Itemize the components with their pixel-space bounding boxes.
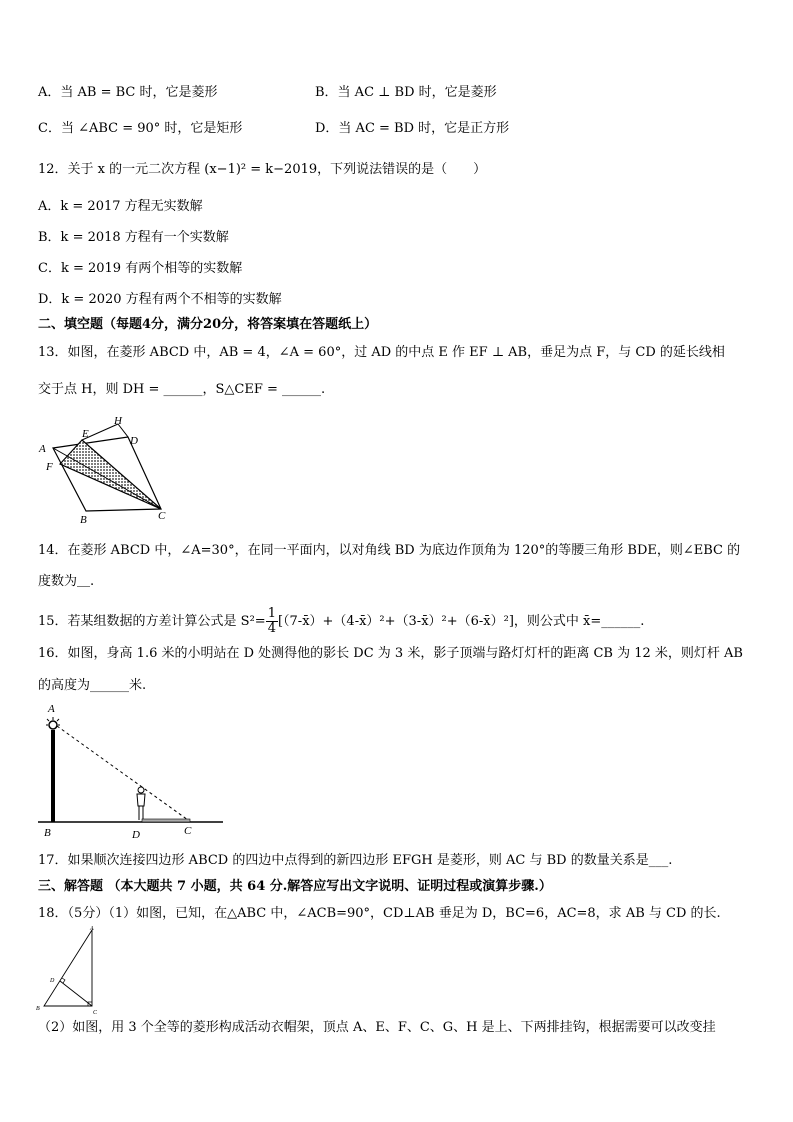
q11-option-a: A．当 AB = BC 时，它是菱形 [38, 85, 218, 100]
q11-option-b: B．当 AC ⊥ BD 时，它是菱形 [315, 85, 497, 100]
q13-label-a: A [39, 443, 46, 455]
q15-formula [38, 607, 644, 636]
q13-label-b: B [80, 514, 87, 526]
q18-triangle-figure [34, 926, 104, 1016]
q18-label-c: C [93, 1010, 98, 1016]
q16-lamp-figure [38, 700, 238, 840]
q13-label-d: D [130, 435, 138, 447]
q15-post: [（7-x̄）+（4-x̄）²+（3-x̄）²+（6-x̄）²]，则公式中 x̄=______. [277, 614, 645, 629]
q12-option-b: B．k = 2018 方程有一个实数解 [38, 230, 229, 245]
q13-label-c: C [158, 510, 166, 522]
section2-heading: 二、填空题（每题4分，满分20分，将答案填在答题纸上） [38, 317, 378, 332]
q15-frac-den: 4 [267, 621, 276, 636]
q18-label-d: D [50, 978, 55, 984]
q12-option-a: A．k = 2017 方程无实数解 [38, 199, 203, 214]
q16-label-b: B [44, 827, 51, 839]
q16-label-a: A [48, 703, 55, 715]
q17: 17．如果顺次连接四边形 ABCD 的四边中点得到的新四边形 EFGH 是菱形，则 AC 与 BD 的数量关系是___. [38, 853, 673, 868]
q15-pre: 15．若某组数据的方差计算公式是 S²= [38, 614, 266, 629]
q11-option-c: C．当 ∠ABC = 90° 时，它是矩形 [38, 121, 243, 136]
q11-option-d: D．当 AC = BD 时，它是正方形 [315, 121, 510, 136]
q16-line2: 的高度为______米. [38, 678, 147, 693]
q14-line2: 度数为＿. [38, 574, 95, 589]
q15-frac-num: 1 [267, 606, 276, 621]
q13-line1: 13．如图，在菱形 ABCD 中，AB = 4，∠A = 60°，过 AD 的中点 E 作 EF ⊥ AB，垂足为点 F，与 CD 的延长线相 [38, 345, 725, 360]
q13-rhombus-figure [34, 412, 174, 527]
q12-option-c: C．k = 2019 有两个相等的实数解 [38, 261, 243, 276]
q18-label-a: A [90, 926, 94, 932]
q12-option-d: D．k = 2020 方程有两个不相等的实数解 [38, 292, 282, 307]
q18-line1: 18．（5分）（1）如图，已知，在△ABC 中，∠ACB=90°，CD⊥AB 垂足为 D，BC=6，AC=8，求 AB 与 CD 的长. [38, 906, 721, 921]
section3-heading: 三、解答题 （本大题共 7 小题，共 64 分.解答应写出文字说明、证明过程或演算步骤.） [38, 879, 552, 894]
q18-label-b: B [36, 1006, 40, 1012]
q14-line1: 14．在菱形 ABCD 中，∠A=30°，在同一平面内，以对角线 BD 为底边作顶角为 120°的等腰三角形 BDE，则∠EBC 的 [38, 543, 741, 558]
q12-stem: 12．关于 x 的一元二次方程 (x−1)² = k−2019，下列说法错误的是（ ） [38, 162, 487, 177]
q16-label-d: D [132, 829, 140, 840]
q13-label-e: E [82, 428, 89, 440]
q16-line1: 16．如图，身高 1.6 米的小明站在 D 处测得他的影长 DC 为 3 米，影子顶端与路灯灯杆的距离 CB 为 12 米，则灯杆 AB [38, 646, 743, 661]
q13-line2: 交于点 H，则 DH = ______，S△CEF = ______. [38, 382, 326, 397]
q16-label-c: C [184, 825, 192, 837]
q13-label-h: H [114, 415, 122, 427]
q15-fraction [266, 607, 278, 636]
q13-label-f: F [46, 461, 53, 473]
q18-line2: （2）如图，用 3 个全等的菱形构成活动衣帽架，顶点 A、E、F、C、G、H 是上、下两排挂钩，根据需要可以改变挂 [38, 1020, 716, 1035]
